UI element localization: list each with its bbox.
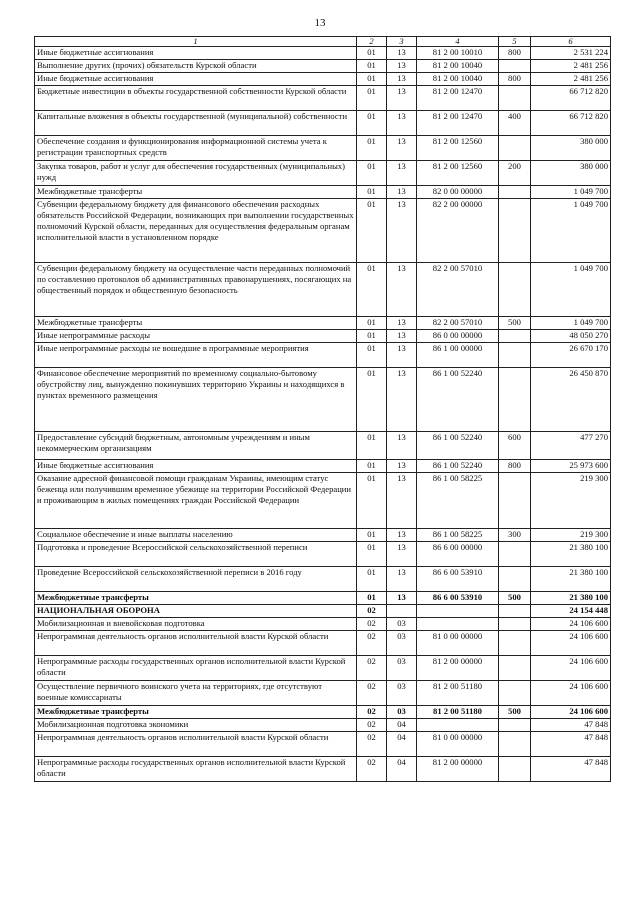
amount-cell: 26 670 170 bbox=[531, 343, 611, 368]
target-article-cell: 86 1 00 00000 bbox=[417, 343, 499, 368]
section-code-cell: 01 bbox=[357, 592, 387, 605]
subsection-code-cell: 13 bbox=[387, 317, 417, 330]
target-article-cell: 86 6 00 00000 bbox=[417, 542, 499, 567]
expense-type-cell bbox=[499, 368, 531, 432]
subsection-code-cell: 04 bbox=[387, 732, 417, 757]
expense-type-cell bbox=[499, 681, 531, 706]
table-row bbox=[35, 631, 611, 656]
row-name-cell: Мобилизационная и вневойсковая подготовка bbox=[35, 618, 357, 631]
target-article-cell: 81 2 00 51180 bbox=[417, 706, 499, 719]
subsection-code-cell: 13 bbox=[387, 460, 417, 473]
subsection-code-cell: 13 bbox=[387, 86, 417, 111]
subsection-code-cell: 03 bbox=[387, 681, 417, 706]
target-article-cell bbox=[417, 618, 499, 631]
section-code-cell: 01 bbox=[357, 86, 387, 111]
amount-cell: 380 000 bbox=[531, 136, 611, 161]
expense-type-cell bbox=[499, 719, 531, 732]
target-article-cell: 82 2 00 00000 bbox=[417, 199, 499, 263]
expense-type-cell: 800 bbox=[499, 73, 531, 86]
table-row bbox=[35, 111, 611, 136]
amount-cell: 24 106 600 bbox=[531, 681, 611, 706]
section-code-cell: 02 bbox=[357, 631, 387, 656]
expense-type-cell bbox=[499, 136, 531, 161]
expense-type-cell bbox=[499, 542, 531, 567]
table-row bbox=[35, 706, 611, 719]
expense-type-cell: 400 bbox=[499, 111, 531, 136]
target-article-cell: 81 2 00 12560 bbox=[417, 136, 499, 161]
subsection-code-cell: 13 bbox=[387, 567, 417, 592]
row-name-cell: Предоставление субсидий бюджетным, автономным учреждениям и иным некоммерческим организациям bbox=[35, 432, 357, 460]
amount-cell: 21 380 100 bbox=[531, 567, 611, 592]
target-article-cell: 81 2 00 10040 bbox=[417, 60, 499, 73]
row-name-cell: Социальное обеспечение и иные выплаты населению bbox=[35, 529, 357, 542]
subsection-code-cell: 04 bbox=[387, 757, 417, 782]
table-row bbox=[35, 199, 611, 263]
table-row bbox=[35, 60, 611, 73]
row-name-cell: Бюджетные инвестиции в объекты государственной собственности Курской области bbox=[35, 86, 357, 111]
row-name-cell: Иные бюджетные ассигнования bbox=[35, 460, 357, 473]
column-header: 4 bbox=[417, 37, 499, 47]
row-name-cell: Межбюджетные трансферты bbox=[35, 317, 357, 330]
row-name-cell: Подготовка и проведение Всероссийской сельскохозяйственной переписи bbox=[35, 542, 357, 567]
section-code-cell: 01 bbox=[357, 60, 387, 73]
target-article-cell: 86 0 00 00000 bbox=[417, 330, 499, 343]
target-article-cell: 86 6 00 53910 bbox=[417, 567, 499, 592]
section-code-cell: 02 bbox=[357, 732, 387, 757]
subsection-code-cell: 03 bbox=[387, 656, 417, 681]
amount-cell: 1 049 700 bbox=[531, 186, 611, 199]
row-name-cell: Непрограммная деятельность органов исполнительной власти Курской области bbox=[35, 732, 357, 757]
section-code-cell: 01 bbox=[357, 47, 387, 60]
amount-cell: 219 300 bbox=[531, 529, 611, 542]
expense-type-cell: 500 bbox=[499, 592, 531, 605]
target-article-cell: 81 2 00 00000 bbox=[417, 656, 499, 681]
row-name-cell: Непрограммные расходы государственных органов исполнительной власти Курской области bbox=[35, 656, 357, 681]
row-name-cell: Иные бюджетные ассигнования bbox=[35, 47, 357, 60]
expense-type-cell bbox=[499, 60, 531, 73]
target-article-cell bbox=[417, 605, 499, 618]
amount-cell: 380 000 bbox=[531, 161, 611, 186]
target-article-cell: 82 2 00 57010 bbox=[417, 317, 499, 330]
table-row bbox=[35, 460, 611, 473]
section-code-cell: 01 bbox=[357, 330, 387, 343]
row-name-cell: Обеспечение создания и функционирования информационной системы учета к регистрации транспортных средств bbox=[35, 136, 357, 161]
row-name-cell: Субвенции федеральному бюджету для финансового обеспечения расходных обязательств Российской Федерации, возникающих при выполнении государственных полномочий Курской области, переданных для осуществления федеральным органам исполнительной власти в установленном порядке bbox=[35, 199, 357, 263]
table-row bbox=[35, 47, 611, 60]
budget-table bbox=[34, 36, 611, 782]
expense-type-cell bbox=[499, 732, 531, 757]
row-name-cell: Субвенции федеральному бюджету на осуществление части переданных полномочий по составлению протоколов об административных правонарушениях, посягающих на общественный порядок и общественную безопасность bbox=[35, 263, 357, 317]
target-article-cell: 86 1 00 58225 bbox=[417, 473, 499, 529]
target-article-cell: 82 2 00 57010 bbox=[417, 263, 499, 317]
expense-type-cell: 800 bbox=[499, 47, 531, 60]
amount-cell: 24 106 600 bbox=[531, 656, 611, 681]
section-code-cell: 01 bbox=[357, 317, 387, 330]
table-row bbox=[35, 263, 611, 317]
section-code-cell: 01 bbox=[357, 186, 387, 199]
section-code-cell: 01 bbox=[357, 263, 387, 317]
target-article-cell: 81 2 00 12560 bbox=[417, 161, 499, 186]
target-article-cell: 82 0 00 00000 bbox=[417, 186, 499, 199]
amount-cell: 477 270 bbox=[531, 432, 611, 460]
table-row bbox=[35, 681, 611, 706]
section-code-cell: 02 bbox=[357, 706, 387, 719]
expense-type-cell bbox=[499, 567, 531, 592]
row-name-cell: Оказание адресной финансовой помощи гражданам Украины, имеющим статус беженца или получившим временное убежище на территории Российской Федерации и проживающим в жилых помещениях граждан Российской Федерации bbox=[35, 473, 357, 529]
amount-cell: 26 450 870 bbox=[531, 368, 611, 432]
section-code-cell: 01 bbox=[357, 136, 387, 161]
row-name-cell: Непрограммная деятельность органов исполнительной власти Курской области bbox=[35, 631, 357, 656]
target-article-cell: 81 2 00 12470 bbox=[417, 111, 499, 136]
row-name-cell: Проведение Всероссийской сельскохозяйственной переписи в 2016 году bbox=[35, 567, 357, 592]
amount-cell: 1 049 700 bbox=[531, 263, 611, 317]
row-name-cell: Капитальные вложения в объекты государственной (муниципальной) собственности bbox=[35, 111, 357, 136]
expense-type-cell: 500 bbox=[499, 706, 531, 719]
page-number: 13 bbox=[314, 17, 326, 29]
amount-cell: 47 848 bbox=[531, 732, 611, 757]
table-row bbox=[35, 592, 611, 605]
expense-type-cell: 800 bbox=[499, 460, 531, 473]
column-header: 2 bbox=[357, 37, 387, 47]
row-name-cell: Финансовое обеспечение мероприятий по временному социально-бытовому обустройству лиц, вынужденно покинувших территорию Украины и находящихся в пунктах временного размещения bbox=[35, 368, 357, 432]
row-name-cell: Выполнение других (прочих) обязательств Курской области bbox=[35, 60, 357, 73]
subsection-code-cell: 13 bbox=[387, 60, 417, 73]
amount-cell: 21 380 100 bbox=[531, 592, 611, 605]
subsection-code-cell: 03 bbox=[387, 618, 417, 631]
section-code-cell: 01 bbox=[357, 368, 387, 432]
amount-cell: 2 531 224 bbox=[531, 47, 611, 60]
table-row bbox=[35, 86, 611, 111]
expense-type-cell bbox=[499, 330, 531, 343]
table-row bbox=[35, 567, 611, 592]
section-code-cell: 02 bbox=[357, 757, 387, 782]
expense-type-cell: 200 bbox=[499, 161, 531, 186]
expense-type-cell: 600 bbox=[499, 432, 531, 460]
subsection-code-cell: 13 bbox=[387, 542, 417, 567]
table-row bbox=[35, 732, 611, 757]
subsection-code-cell: 13 bbox=[387, 529, 417, 542]
expense-type-cell bbox=[499, 343, 531, 368]
table-row bbox=[35, 432, 611, 460]
amount-cell: 2 481 256 bbox=[531, 73, 611, 86]
table-row bbox=[35, 618, 611, 631]
amount-cell: 47 848 bbox=[531, 719, 611, 732]
subsection-code-cell: 03 bbox=[387, 706, 417, 719]
table-row bbox=[35, 529, 611, 542]
section-code-cell: 01 bbox=[357, 73, 387, 86]
expense-type-cell bbox=[499, 618, 531, 631]
amount-cell: 21 380 100 bbox=[531, 542, 611, 567]
column-header: 6 bbox=[531, 37, 611, 47]
table-row bbox=[35, 542, 611, 567]
section-code-cell: 02 bbox=[357, 681, 387, 706]
expense-type-cell bbox=[499, 473, 531, 529]
header-row bbox=[35, 37, 611, 47]
subsection-code-cell: 13 bbox=[387, 263, 417, 317]
target-article-cell: 86 1 00 52240 bbox=[417, 460, 499, 473]
amount-cell: 66 712 820 bbox=[531, 86, 611, 111]
section-code-cell: 01 bbox=[357, 542, 387, 567]
row-name-cell: Межбюджетные трансферты bbox=[35, 186, 357, 199]
target-article-cell: 86 1 00 52240 bbox=[417, 432, 499, 460]
section-code-cell: 02 bbox=[357, 719, 387, 732]
table-row bbox=[35, 473, 611, 529]
section-code-cell: 01 bbox=[357, 343, 387, 368]
row-name-cell: Межбюджетные трансферты bbox=[35, 706, 357, 719]
subsection-code-cell: 13 bbox=[387, 432, 417, 460]
expense-type-cell bbox=[499, 631, 531, 656]
table-row bbox=[35, 161, 611, 186]
table-row bbox=[35, 186, 611, 199]
expense-type-cell bbox=[499, 605, 531, 618]
subsection-code-cell: 13 bbox=[387, 199, 417, 263]
section-code-cell: 01 bbox=[357, 432, 387, 460]
table-row bbox=[35, 368, 611, 432]
amount-cell: 24 106 600 bbox=[531, 706, 611, 719]
table-row bbox=[35, 719, 611, 732]
amount-cell: 1 049 700 bbox=[531, 317, 611, 330]
subsection-code-cell: 04 bbox=[387, 719, 417, 732]
column-header: 1 bbox=[35, 37, 357, 47]
target-article-cell: 81 0 00 00000 bbox=[417, 631, 499, 656]
expense-type-cell: 300 bbox=[499, 529, 531, 542]
section-code-cell: 02 bbox=[357, 618, 387, 631]
section-code-cell: 01 bbox=[357, 529, 387, 542]
amount-cell: 47 848 bbox=[531, 757, 611, 782]
target-article-cell: 81 2 00 10040 bbox=[417, 73, 499, 86]
subsection-code-cell: 13 bbox=[387, 136, 417, 161]
subsection-code-cell: 13 bbox=[387, 47, 417, 60]
target-article-cell: 81 2 00 10010 bbox=[417, 47, 499, 60]
subsection-code-cell: 13 bbox=[387, 161, 417, 186]
table-row bbox=[35, 330, 611, 343]
amount-cell: 2 481 256 bbox=[531, 60, 611, 73]
subsection-code-cell: 13 bbox=[387, 473, 417, 529]
section-code-cell: 02 bbox=[357, 656, 387, 681]
subsection-code-cell: 03 bbox=[387, 631, 417, 656]
amount-cell: 25 973 600 bbox=[531, 460, 611, 473]
row-name-cell: Мобилизационная подготовка экономики bbox=[35, 719, 357, 732]
amount-cell: 66 712 820 bbox=[531, 111, 611, 136]
table-row bbox=[35, 73, 611, 86]
row-name-cell: Иные непрограммные расходы bbox=[35, 330, 357, 343]
expense-type-cell bbox=[499, 656, 531, 681]
expense-type-cell: 500 bbox=[499, 317, 531, 330]
subsection-code-cell: 13 bbox=[387, 186, 417, 199]
row-name-cell: Закупка товаров, работ и услуг для обеспечения государственных (муниципальных) нужд bbox=[35, 161, 357, 186]
section-code-cell: 01 bbox=[357, 460, 387, 473]
subsection-code-cell: 13 bbox=[387, 343, 417, 368]
row-name-cell: Осуществление первичного воинского учета на территориях, где отсутствуют военные комиссариаты bbox=[35, 681, 357, 706]
expense-type-cell bbox=[499, 757, 531, 782]
amount-cell: 24 106 600 bbox=[531, 631, 611, 656]
target-article-cell: 81 2 00 51180 bbox=[417, 681, 499, 706]
expense-type-cell bbox=[499, 263, 531, 317]
table-row bbox=[35, 757, 611, 782]
row-name-cell: Иные бюджетные ассигнования bbox=[35, 73, 357, 86]
expense-type-cell bbox=[499, 186, 531, 199]
expense-type-cell bbox=[499, 199, 531, 263]
target-article-cell: 86 6 00 53910 bbox=[417, 592, 499, 605]
subsection-code-cell: 13 bbox=[387, 330, 417, 343]
target-article-cell: 81 0 00 00000 bbox=[417, 732, 499, 757]
target-article-cell: 81 2 00 12470 bbox=[417, 86, 499, 111]
subsection-code-cell: 13 bbox=[387, 111, 417, 136]
section-code-cell: 02 bbox=[357, 605, 387, 618]
table-row bbox=[35, 605, 611, 618]
target-article-cell: 86 1 00 58225 bbox=[417, 529, 499, 542]
table-row bbox=[35, 656, 611, 681]
column-header: 3 bbox=[387, 37, 417, 47]
section-code-cell: 01 bbox=[357, 161, 387, 186]
target-article-cell: 81 2 00 00000 bbox=[417, 757, 499, 782]
row-name-cell: Непрограммные расходы государственных органов исполнительной власти Курской области bbox=[35, 757, 357, 782]
section-code-cell: 01 bbox=[357, 199, 387, 263]
row-name-cell: НАЦИОНАЛЬНАЯ ОБОРОНА bbox=[35, 605, 357, 618]
subsection-code-cell: 13 bbox=[387, 592, 417, 605]
amount-cell: 219 300 bbox=[531, 473, 611, 529]
expense-type-cell bbox=[499, 86, 531, 111]
table-row bbox=[35, 136, 611, 161]
section-code-cell: 01 bbox=[357, 567, 387, 592]
table-row bbox=[35, 343, 611, 368]
subsection-code-cell: 13 bbox=[387, 368, 417, 432]
target-article-cell: 86 1 00 52240 bbox=[417, 368, 499, 432]
amount-cell: 48 050 270 bbox=[531, 330, 611, 343]
amount-cell: 1 049 700 bbox=[531, 199, 611, 263]
target-article-cell bbox=[417, 719, 499, 732]
column-header: 5 bbox=[499, 37, 531, 47]
subsection-code-cell bbox=[387, 605, 417, 618]
section-code-cell: 01 bbox=[357, 473, 387, 529]
table-row bbox=[35, 317, 611, 330]
subsection-code-cell: 13 bbox=[387, 73, 417, 86]
amount-cell: 24 106 600 bbox=[531, 618, 611, 631]
row-name-cell: Межбюджетные трансферты bbox=[35, 592, 357, 605]
section-code-cell: 01 bbox=[357, 111, 387, 136]
row-name-cell: Иные непрограммные расходы не вошедшие в программные мероприятия bbox=[35, 343, 357, 368]
amount-cell: 24 154 448 bbox=[531, 605, 611, 618]
